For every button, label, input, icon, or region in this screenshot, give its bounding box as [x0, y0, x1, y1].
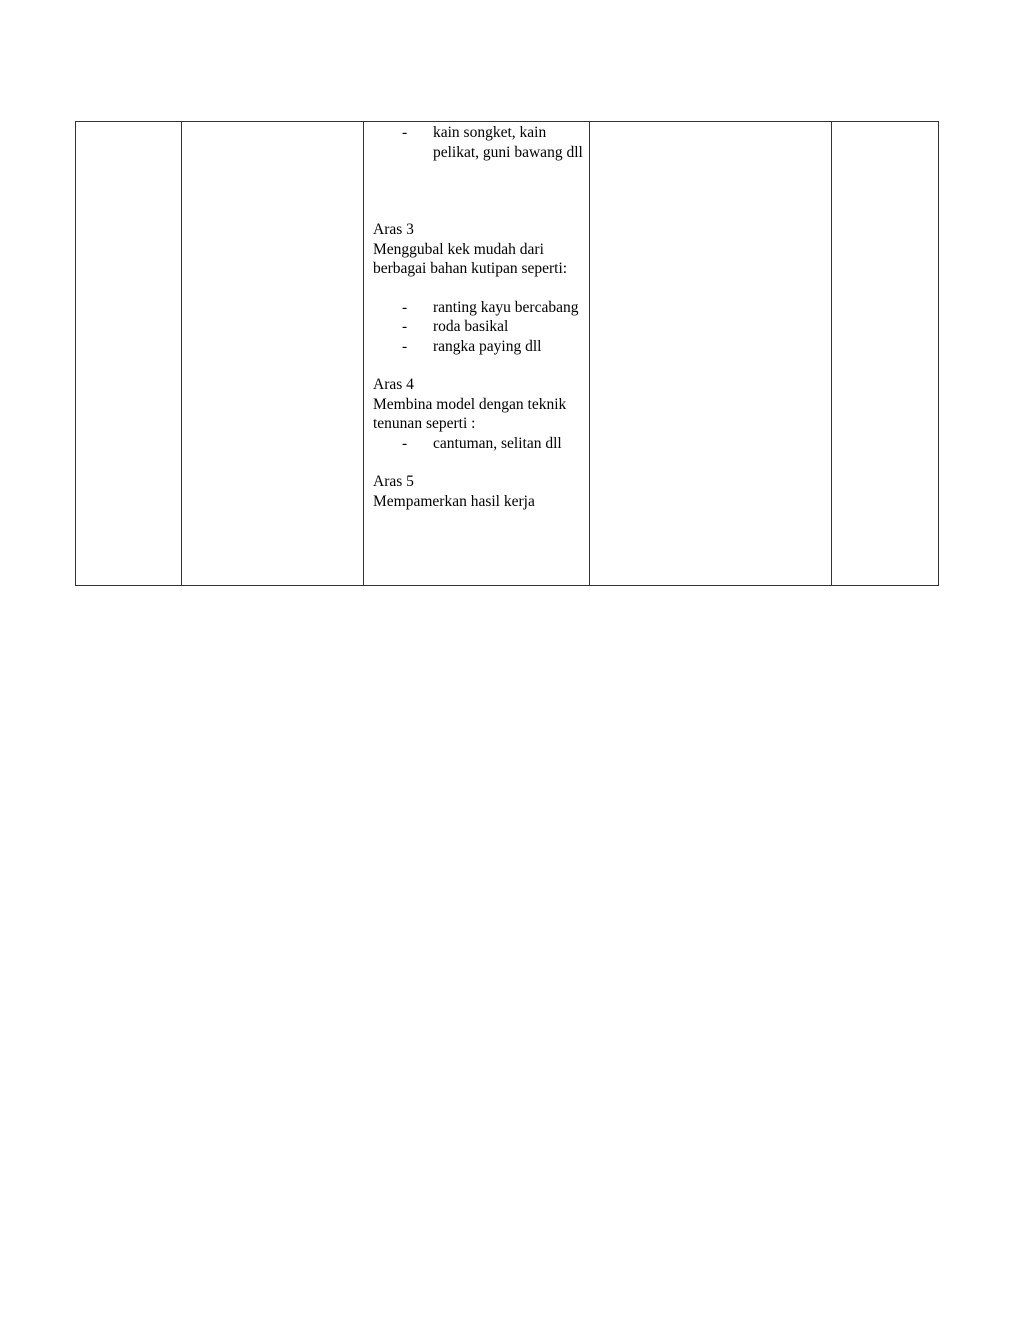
list-item: [373, 298, 585, 318]
lesson-plan-table: [75, 121, 939, 586]
table-cell-1: [76, 122, 182, 586]
bullet-dash: -: [402, 124, 408, 141]
activities-content: [364, 122, 589, 511]
list-item: [373, 337, 585, 357]
level-description: Membina model dengan teknik tenunan seperti :: [373, 395, 567, 432]
table-row: [76, 122, 939, 586]
list-item: [373, 317, 585, 337]
list-item: [373, 123, 585, 162]
list-item-text: rangka paying dll: [433, 337, 542, 355]
table-cell-activities: [364, 122, 590, 586]
level-4-block: [373, 375, 585, 453]
bullet-dash: -: [402, 318, 408, 335]
level-5-block: [373, 472, 585, 511]
list-item: [373, 434, 585, 454]
level-heading: Aras 3: [373, 221, 414, 238]
level-3-block: [373, 220, 585, 356]
level-description: Mempamerkan hasil kerja: [373, 492, 535, 510]
level-4-list: [373, 434, 585, 454]
list-item-text: roda basikal: [433, 318, 509, 335]
list-item-text: cantuman, selitan dll: [433, 434, 562, 452]
bullet-dash: -: [402, 337, 408, 355]
bullet-dash: -: [402, 298, 408, 316]
table-cell-4: [590, 122, 832, 586]
list-item-text: ranting kayu bercabang: [433, 298, 579, 316]
level-heading: Aras 5: [373, 473, 414, 490]
table-cell-2: [182, 122, 364, 586]
level-3-list: [373, 298, 585, 357]
level-description: Menggubal kek mudah dari berbagai bahan kutipan seperti:: [373, 240, 568, 277]
table-cell-5: [832, 122, 939, 586]
material-list: [373, 123, 585, 162]
list-item-text: kain songket, kain pelikat, guni bawang dll: [433, 124, 583, 161]
bullet-dash: -: [402, 434, 408, 452]
level-heading: Aras 4: [373, 376, 414, 393]
